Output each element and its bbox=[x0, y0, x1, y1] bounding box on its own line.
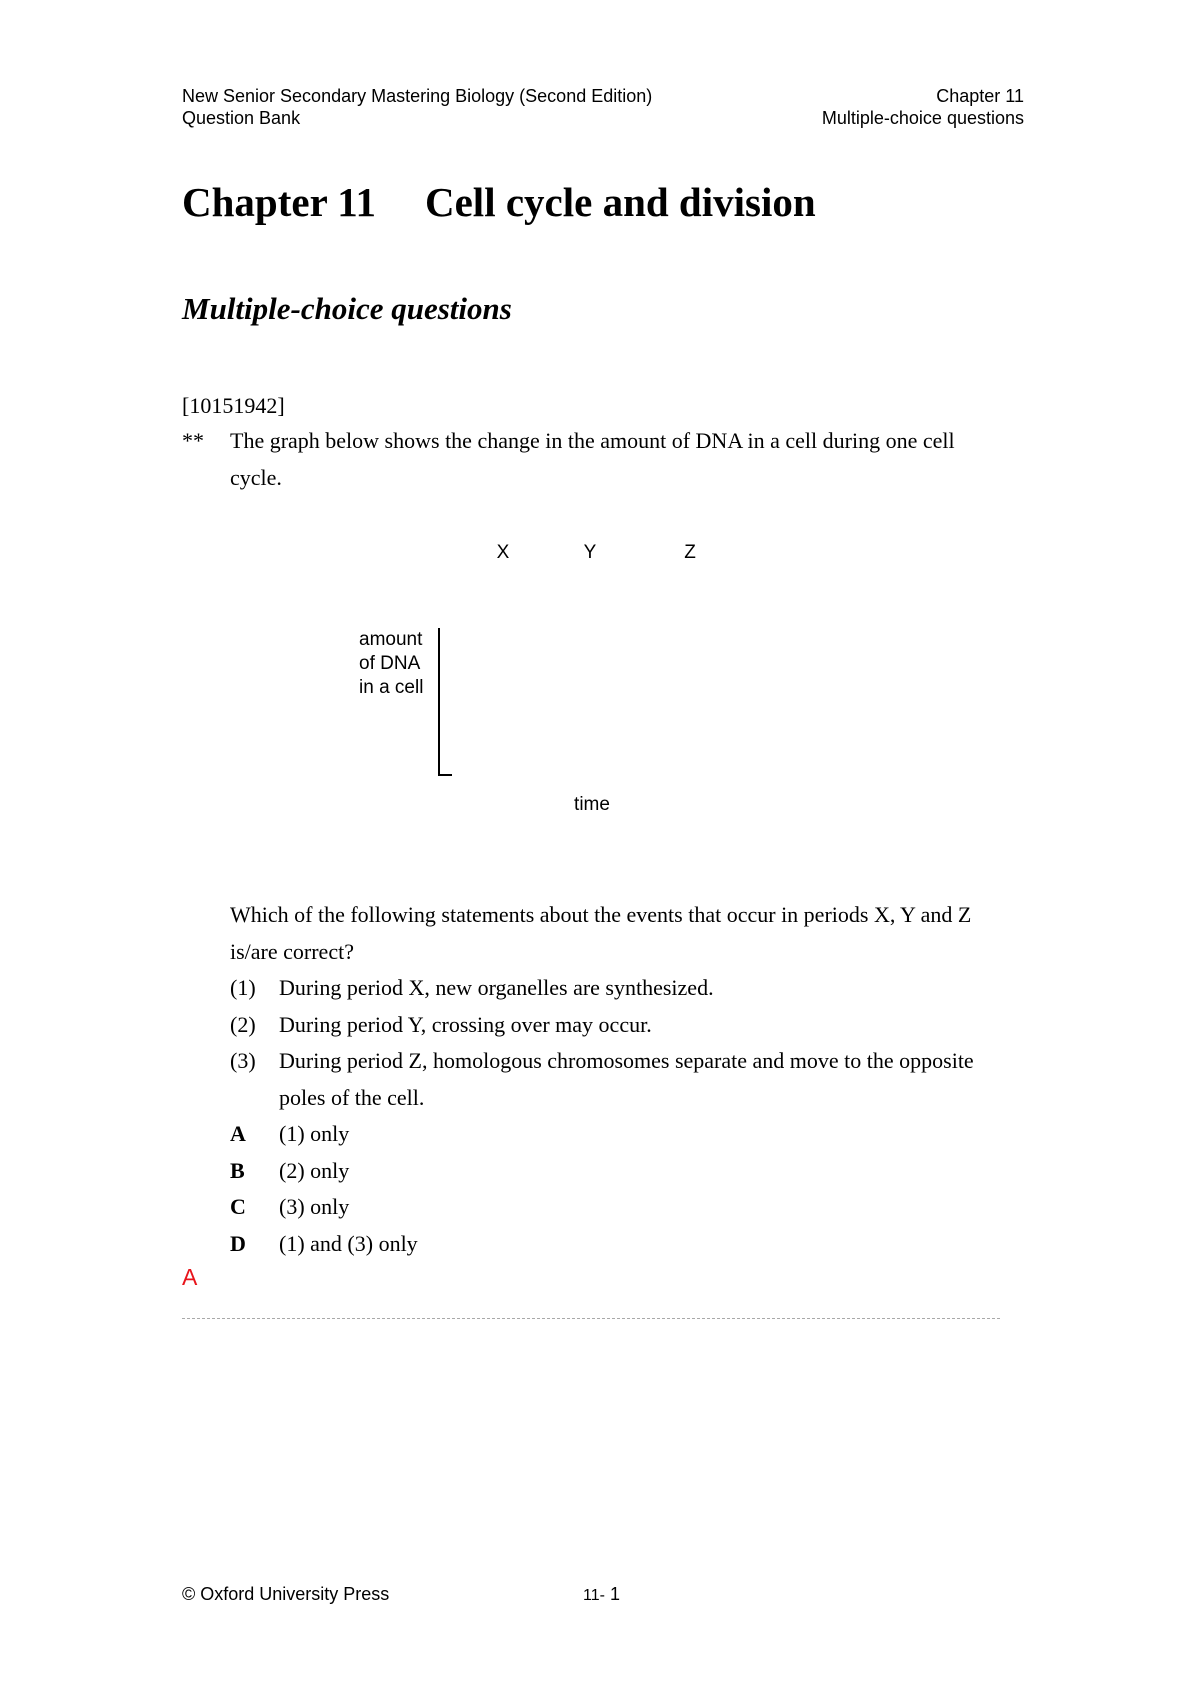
statement-item bbox=[230, 970, 1010, 1007]
answer-key: A bbox=[182, 1264, 198, 1290]
statement-text: During period X, new organelles are synthesized. bbox=[279, 975, 714, 1000]
book-title: New Senior Secondary Mastering Biology (Second Edition) bbox=[182, 86, 653, 106]
question-prompt: Which of the following statements about the events that occur in periods X, Y and Z is/are correct? bbox=[230, 902, 972, 964]
option-item bbox=[230, 1189, 1010, 1226]
option-text: (2) only bbox=[279, 1157, 350, 1183]
y-axis-label-line-2: of DNA bbox=[359, 653, 421, 674]
option-item bbox=[230, 1226, 1010, 1263]
option-letter: B bbox=[230, 1157, 245, 1183]
question-stem bbox=[182, 423, 1002, 496]
question-body bbox=[230, 897, 1010, 1262]
stem-text: The graph below shows the change in the amount of DNA in a cell during one cell cycle. bbox=[230, 428, 955, 490]
statement-number: (3) bbox=[230, 1048, 256, 1073]
option-text: (1) only bbox=[279, 1121, 350, 1146]
statement-text: During period Z, homologous chromosomes separate and move to the opposite poles of the cell. bbox=[279, 1048, 974, 1110]
chapter-title bbox=[182, 178, 816, 226]
running-header-left bbox=[182, 85, 652, 129]
chapter-number: Chapter 11 bbox=[182, 179, 377, 225]
chapter-name: Cell cycle and division bbox=[425, 179, 816, 225]
statement-text: During period Y, crossing over may occur. bbox=[279, 1011, 652, 1037]
option-text: (1) and (3) only bbox=[279, 1230, 418, 1256]
option-letter: C bbox=[230, 1194, 246, 1219]
option-item bbox=[230, 1153, 1010, 1190]
statement-number: (1) bbox=[230, 975, 256, 1000]
question-id: [10151942] bbox=[182, 393, 285, 418]
footer-publisher: © Oxford University Press bbox=[182, 1584, 390, 1604]
page-num: 1 bbox=[609, 1584, 620, 1604]
page-prefix: 11- bbox=[583, 1587, 605, 1604]
statement-item bbox=[230, 1043, 1010, 1116]
y-axis-label-line-1: amount bbox=[359, 629, 423, 650]
period-label-x: X bbox=[496, 542, 510, 563]
running-header-right bbox=[822, 85, 1024, 129]
option-letter: D bbox=[230, 1230, 246, 1256]
x-axis-label: time bbox=[574, 794, 610, 815]
option-text: (3) only bbox=[279, 1194, 350, 1219]
header-chapter: Chapter 11 bbox=[936, 86, 1024, 106]
book-subtitle: Question Bank bbox=[182, 108, 301, 128]
page-number bbox=[583, 1582, 620, 1608]
statement-item bbox=[230, 1007, 1010, 1044]
y-axis-label-line-3: in a cell bbox=[359, 677, 424, 698]
section-heading: Multiple-choice questions bbox=[182, 291, 512, 326]
header-section: Multiple-choice questions bbox=[821, 108, 1024, 128]
period-label-z: Z bbox=[684, 542, 696, 563]
option-letter: A bbox=[230, 1121, 246, 1146]
difficulty-marker: ** bbox=[182, 428, 204, 453]
option-item bbox=[230, 1116, 1010, 1153]
period-label-y: Y bbox=[583, 542, 597, 563]
statement-number: (2) bbox=[230, 1011, 256, 1037]
question-divider bbox=[182, 1318, 1000, 1319]
